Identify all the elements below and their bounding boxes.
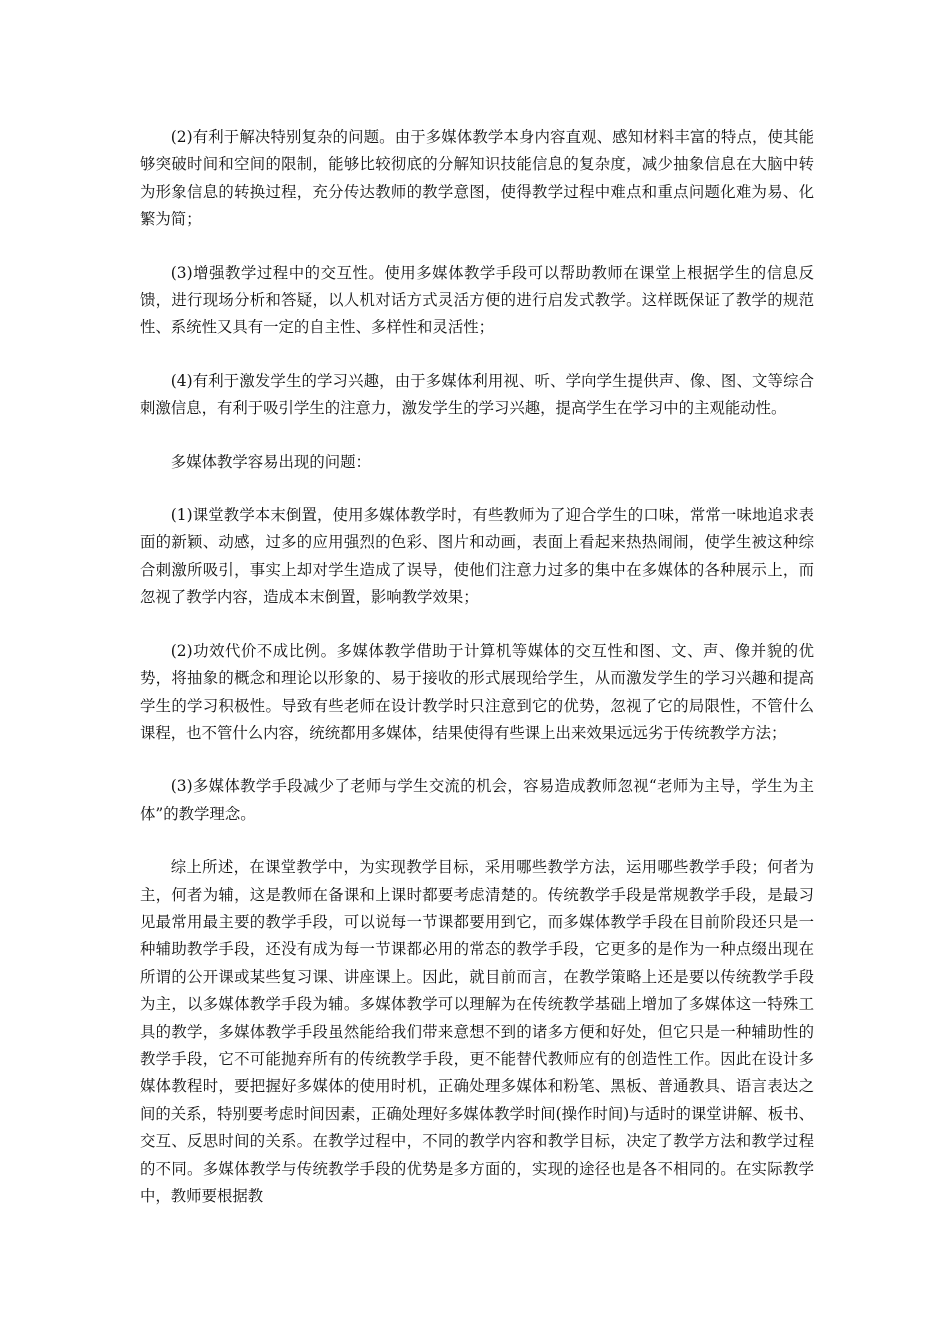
- paragraph-problem-2: (2)功效代价不成比例。多媒体教学借助于计算机等媒体的交互性和图、文、声、像并貌的优势，将抽象的概念和理论以形象的、易于接收的形式展现给学生，从而激发学生的学习兴趣和提高学生的学习积极性。导致有些老师在设计教学时只注意到它的优势，忽视了它的局限性，不管什么课程，也不管什么内容，统统都用多媒体，结果使得有些课上出来效果远远劣于传统教学方法；: [140, 641, 814, 742]
- paragraph-conclusion: 综上所述，在课堂教学中，为实现教学目标，采用哪些教学方法，运用哪些教学手段；何者为主，何者为辅，这是教师在备课和上课时都要考虑清楚的。传统教学手段是常规教学手段，是最习见最常用最主要的教学手段，可以说每一节课都要用到它，而多媒体教学手段在目前阶段还只是一种辅助教学手段，还没有成为每一节课都必用的常态的教学手段，它更多的是作为一种点缀出现在所谓的公开课或某些复习课、讲座课上。因此，就目前而言，在教学策略上还是要以传统教学手段为主，以多媒体教学手段为辅。多媒体教学可以理解为在传统教学基础上增加了多媒体这一特殊工具的教学，多媒体教学手段虽然能给我们带来意想不到的诸多方便和好处，但它只是一种辅助性的教学手段，它不可能抛弃所有的传统教学手段，更不能替代教师应有的创造性工作。因此在设计多媒体教程时，要把握好多媒体的使用时机，正确处理多媒体和粉笔、黑板、普通教具、语言表达之间的关系，特别要考虑时间因素，正确处理好多媒体教学时间(操作时间)与适时的课堂讲解、板书、交互、反思时间的关系。在教学过程中，不同的教学内容和教学目标，决定了教学方法和教学过程的不同。多媒体教学与传统教学手段的优势是多方面的，实现的途径也是各不相同的。在实际教学中，教师要根据教: [140, 858, 814, 1205]
- paragraph-advantage-2: (2)有利于解决特别复杂的问题。由于多媒体教学本身内容直观、感知材料丰富的特点，使其能够突破时间和空间的限制，能够比较彻底的分解知识技能信息的复杂度，减少抽象信息在大脑中转为形象信息的转换过程，充分传达教师的教学意图，使得教学过程中难点和重点问题化难为易、化繁为简；: [140, 128, 814, 229]
- paragraph-advantage-3: (3)增强教学过程中的交互性。使用多媒体教学手段可以帮助教师在课堂上根据学生的信息反馈，进行现场分析和答疑，以人机对话方式灵活方便的进行启发式教学。这样既保证了教学的规范性、系统性又具有一定的自主性、多样性和灵活性；: [140, 263, 814, 337]
- paragraph-problem-1: (1)课堂教学本末倒置，使用多媒体教学时，有些教师为了迎合学生的口味，常常一味地追求表面的新颖、动感，过多的应用强烈的色彩、图片和动画，表面上看起来热热闹闹，使学生被这种综合刺激所吸引，事实上却对学生造成了误导，使他们注意力过多的集中在多媒体的各种展示上，而忽视了教学内容，造成本末倒置，影响教学效果；: [140, 506, 814, 607]
- document-body: [140, 124, 814, 1210]
- paragraph-problem-3: (3)多媒体教学手段减少了老师与学生交流的机会，容易造成教师忽视“老师为主导，学生为主体”的教学理念。: [140, 777, 814, 823]
- section-heading-problems: 多媒体教学容易出现的问题：: [170, 452, 371, 471]
- paragraph-advantage-4: (4)有利于激发学生的学习兴趣，由于多媒体利用视、听、学向学生提供声、像、图、文等综合刺激信息，有利于吸引学生的注意力，激发学生的学习兴趣，提高学生在学习中的主观能动性。: [140, 371, 814, 418]
